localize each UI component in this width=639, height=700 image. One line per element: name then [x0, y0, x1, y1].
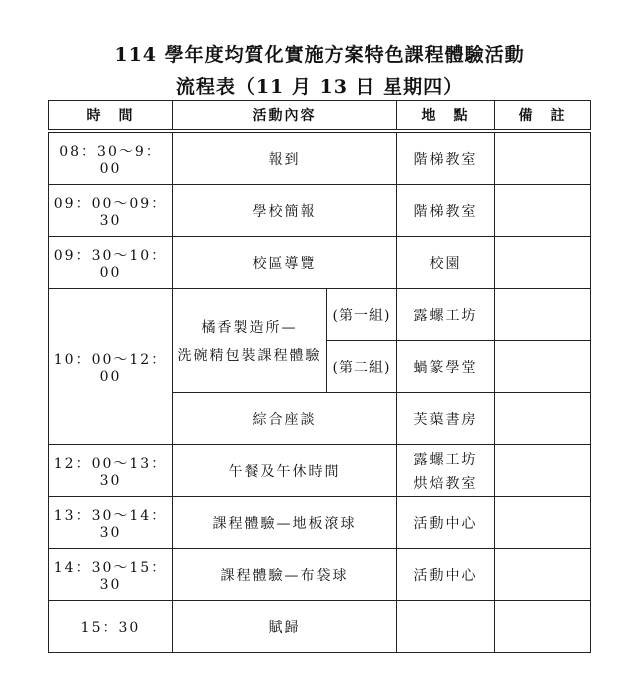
- group-cell: (第一組): [327, 289, 397, 341]
- location-line: 烘焙教室: [413, 475, 478, 492]
- group-cell: (第二組): [327, 341, 397, 393]
- time-cell: 13：30～14：30: [49, 497, 173, 549]
- time-cell: 09：30～10：00: [49, 237, 173, 289]
- table-row: [49, 445, 591, 497]
- location-line: 露螺工坊: [413, 451, 478, 468]
- activity-cell: 學校簡報: [173, 185, 397, 237]
- location-cell: 階梯教室: [397, 131, 495, 185]
- remark-cell: [495, 549, 591, 601]
- schedule-table: [48, 100, 591, 653]
- time-cell: 08：30～9：00: [49, 131, 173, 185]
- header-time: 時 間: [49, 101, 173, 132]
- header-location: 地 點: [397, 101, 495, 132]
- remark-cell: [495, 393, 591, 445]
- document-subtitle: 流程表（11 月 13 日 星期四）: [175, 76, 464, 98]
- activity-cell: 課程體驗—地板滾球: [173, 497, 397, 549]
- activity-cell: 綜合座談: [173, 393, 397, 445]
- table-row: [49, 237, 591, 289]
- table-row: [49, 289, 591, 341]
- time-cell: 14：30～15：30: [49, 549, 173, 601]
- activity-cell: [173, 289, 327, 393]
- document-title: 114 學年度均質化實施方案特色課程體驗活動: [114, 44, 525, 66]
- remark-cell: [495, 185, 591, 237]
- remark-cell: [495, 601, 591, 653]
- remark-cell: [495, 445, 591, 497]
- activity-cell: 賦歸: [173, 601, 397, 653]
- header-remark: 備 註: [495, 101, 591, 132]
- remark-cell: [495, 289, 591, 341]
- activity-line: 洗碗精包裝課程體驗: [177, 347, 322, 364]
- activity-line: 橘香製造所—: [201, 319, 298, 336]
- location-cell: [397, 601, 495, 653]
- remark-cell: [495, 237, 591, 289]
- table-header: [49, 101, 591, 132]
- table-row: [49, 185, 591, 237]
- time-cell: 15：30: [49, 601, 173, 653]
- location-cell: 蝸篆學堂: [397, 341, 495, 393]
- remark-cell: [495, 497, 591, 549]
- location-cell: 階梯教室: [397, 185, 495, 237]
- location-cell: 芙蕖書房: [397, 393, 495, 445]
- time-cell: 09：00～09：30: [49, 185, 173, 237]
- table-row: [49, 131, 591, 185]
- location-cell: 活動中心: [397, 497, 495, 549]
- location-cell: [397, 445, 495, 497]
- remark-cell: [495, 341, 591, 393]
- activity-cell: 校區導覽: [173, 237, 397, 289]
- location-cell: 活動中心: [397, 549, 495, 601]
- activity-cell: 報到: [173, 131, 397, 185]
- remark-cell: [495, 131, 591, 185]
- location-cell: 校園: [397, 237, 495, 289]
- activity-cell: 課程體驗—布袋球: [173, 549, 397, 601]
- table-row: [49, 549, 591, 601]
- time-cell: 12：00～13：30: [49, 445, 173, 497]
- location-cell: 露螺工坊: [397, 289, 495, 341]
- table-row: [49, 601, 591, 653]
- table-row: [49, 497, 591, 549]
- activity-cell: 午餐及午休時間: [173, 445, 397, 497]
- time-cell: 10：00～12：00: [49, 289, 173, 445]
- header-activity: 活動內容: [173, 101, 397, 132]
